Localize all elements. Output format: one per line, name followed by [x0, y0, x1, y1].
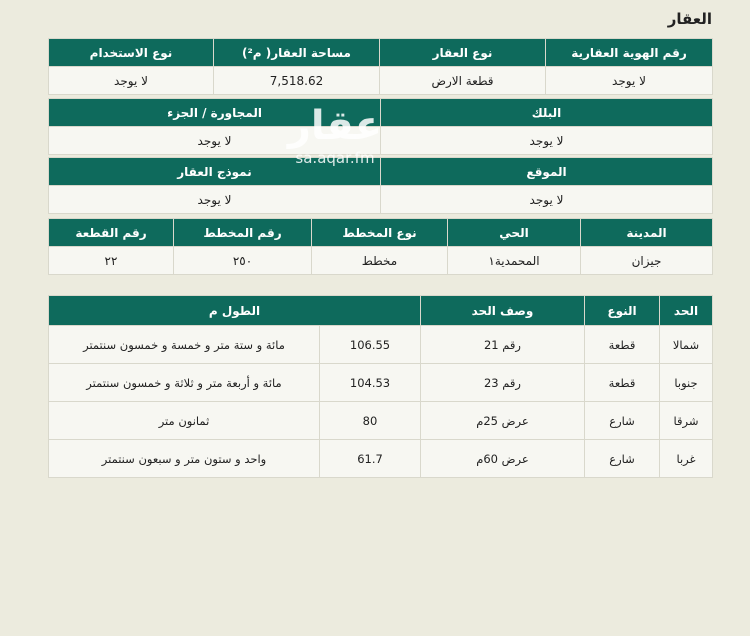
header-property-id: رقم الهوية العقارية	[546, 39, 713, 67]
header-type: النوع	[585, 296, 660, 326]
table-row	[49, 326, 713, 364]
section-title: العقار	[667, 10, 712, 28]
value-property-type: قطعة الارض	[380, 67, 546, 95]
cell-length-number: 80	[320, 402, 421, 440]
header-usage-type: نوع الاستخدام	[49, 39, 214, 67]
value-property-id: لا يوجد	[546, 67, 713, 95]
cell-type: شارع	[585, 440, 660, 478]
value-plan-number: ٢٥٠	[174, 247, 312, 275]
cell-length-number: 61.7	[320, 440, 421, 478]
cell-length-number: 106.55	[320, 326, 421, 364]
header-side: الحد	[660, 296, 713, 326]
header-length: الطول م	[49, 296, 421, 326]
header-plan-type: نوع المخطط	[312, 219, 448, 247]
block-table	[48, 98, 713, 155]
header-location: الموقع	[381, 158, 713, 186]
watermark-logo: عقار	[287, 103, 383, 149]
table-row	[49, 402, 713, 440]
value-usage-type: لا يوجد	[49, 67, 214, 95]
cell-length-text: مائة و أربعة متر و ثلاثة و خمسون سنتمتر	[49, 364, 320, 402]
cell-length-text: واحد و ستون متر و سبعون سنتمتر	[49, 440, 320, 478]
cell-description: رقم 23	[421, 364, 585, 402]
value-block: لا يوجد	[381, 127, 713, 155]
header-plan-number: رقم المخطط	[174, 219, 312, 247]
cell-type: قطعة	[585, 326, 660, 364]
cell-side: جنوبا	[660, 364, 713, 402]
value-neighborhood-part: لا يوجد	[49, 127, 381, 155]
cell-length-text: مائة و ستة متر و خمسة و خمسون سنتمتر	[49, 326, 320, 364]
value-city: جيزان	[581, 247, 713, 275]
cell-type: شارع	[585, 402, 660, 440]
header-description: وصف الحد	[421, 296, 585, 326]
header-property-area: مساحة العقار( م²)	[214, 39, 380, 67]
header-district: الحي	[448, 219, 581, 247]
watermark-url: sa.aqar.fm	[295, 149, 375, 167]
cell-description: رقم 21	[421, 326, 585, 364]
cell-length-number: 104.53	[320, 364, 421, 402]
header-neighborhood-part: المجاورة / الجزء	[49, 99, 381, 127]
header-property-model: نموذج العقار	[49, 158, 381, 186]
cell-description: عرض 25م	[421, 402, 585, 440]
cell-side: شمالا	[660, 326, 713, 364]
value-location: لا يوجد	[381, 186, 713, 214]
value-plan-type: مخطط	[312, 247, 448, 275]
property-info-table	[48, 38, 713, 95]
cell-length-text: ثمانون متر	[49, 402, 320, 440]
boundaries-table	[48, 295, 713, 478]
value-district: المحمدية١	[448, 247, 581, 275]
cell-side: شرقا	[660, 402, 713, 440]
header-property-type: نوع العقار	[380, 39, 546, 67]
header-city: المدينة	[581, 219, 713, 247]
value-property-area: 7,518.62	[214, 67, 380, 95]
header-plot-number: رقم القطعة	[49, 219, 174, 247]
cell-type: قطعة	[585, 364, 660, 402]
table-row	[49, 364, 713, 402]
header-block: البلك	[381, 99, 713, 127]
value-plot-number: ٢٢	[49, 247, 174, 275]
plan-table	[48, 218, 713, 275]
location-table	[48, 157, 713, 214]
value-property-model: لا يوجد	[49, 186, 381, 214]
table-row	[49, 440, 713, 478]
cell-description: عرض 60م	[421, 440, 585, 478]
cell-side: غربا	[660, 440, 713, 478]
